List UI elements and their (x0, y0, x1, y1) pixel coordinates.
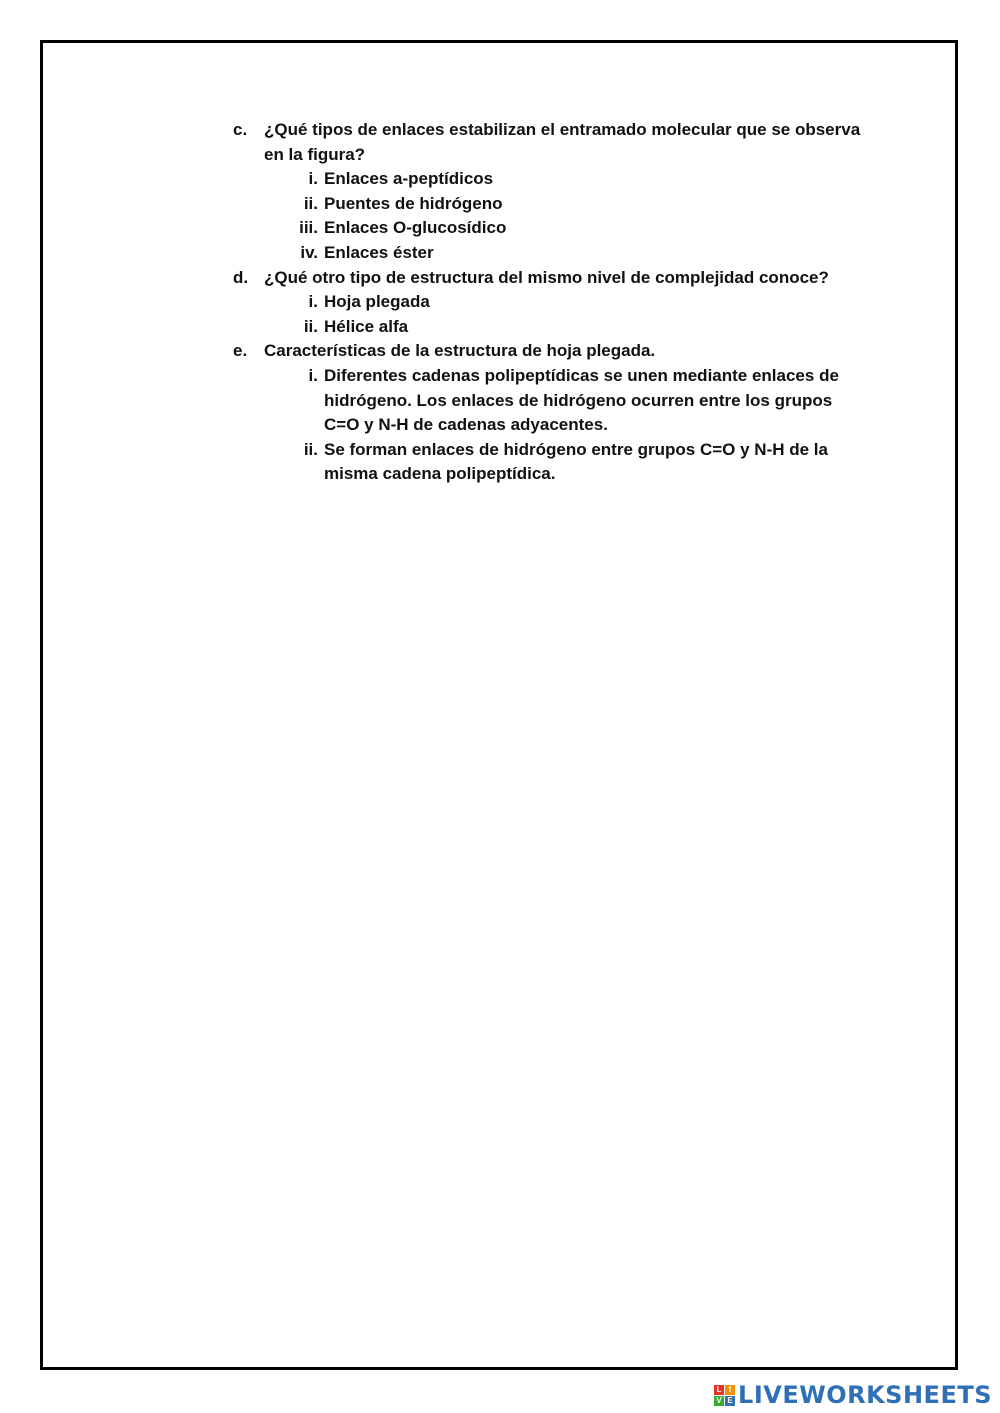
question-c (230, 118, 870, 167)
question-letter: d. (233, 267, 249, 287)
option-c-ii[interactable] (230, 192, 870, 217)
option-number: ii. (303, 316, 318, 336)
logo-badge-icon (714, 1385, 735, 1406)
option-number: ii. (303, 439, 318, 459)
option-c-iii[interactable] (230, 216, 870, 241)
option-c-i[interactable] (230, 167, 870, 192)
question-letter: e. (233, 341, 248, 361)
worksheet-content (230, 118, 870, 487)
logo-badge-letter: I (725, 1385, 735, 1395)
question-text: ¿Qué tipos de enlaces estabilizan el entramado molecular que se observa en la figura? (264, 120, 861, 164)
option-number: i. (308, 169, 318, 189)
logo-text: LIVEWORKSHEETS (738, 1381, 992, 1409)
option-number: iii. (299, 218, 318, 238)
question-e (230, 339, 870, 364)
option-text: Se forman enlaces de hidrógeno entre grupos C=O y N-H de la misma cadena polipeptídica. (324, 439, 828, 484)
option-d-ii[interactable] (230, 315, 870, 340)
option-text: Enlaces O-glucosídico (324, 218, 507, 238)
option-text: Enlaces éster (324, 242, 434, 262)
logo-badge-letter: L (714, 1385, 724, 1395)
option-number: ii. (303, 193, 318, 213)
question-d (230, 266, 870, 291)
option-text: Hoja plegada (324, 292, 430, 312)
option-text: Hélice alfa (324, 316, 409, 336)
liveworksheets-logo (714, 1381, 992, 1409)
option-text: Diferentes cadenas polipeptídicas se unen mediante enlaces de hidrógeno. Los enlaces de hidrógeno ocurren entre los grupos C=O y N-H de cadenas adyacentes. (324, 365, 839, 435)
logo-badge-letter: V (714, 1396, 724, 1406)
logo-badge-letter: E (725, 1396, 735, 1406)
option-c-iv[interactable] (230, 241, 870, 266)
option-text: Puentes de hidrógeno (324, 193, 503, 213)
option-number: i. (308, 292, 318, 312)
option-text: Enlaces a-peptídicos (324, 169, 494, 189)
option-e-ii[interactable] (230, 438, 870, 487)
option-number: i. (308, 365, 318, 385)
question-text: Características de la estructura de hoja plegada. (264, 341, 656, 361)
option-d-i[interactable] (230, 290, 870, 315)
question-letter: c. (233, 120, 248, 139)
option-e-i[interactable] (230, 364, 870, 438)
question-text: ¿Qué otro tipo de estructura del mismo nivel de complejidad conoce? (264, 267, 829, 287)
option-number: iv. (300, 242, 318, 262)
